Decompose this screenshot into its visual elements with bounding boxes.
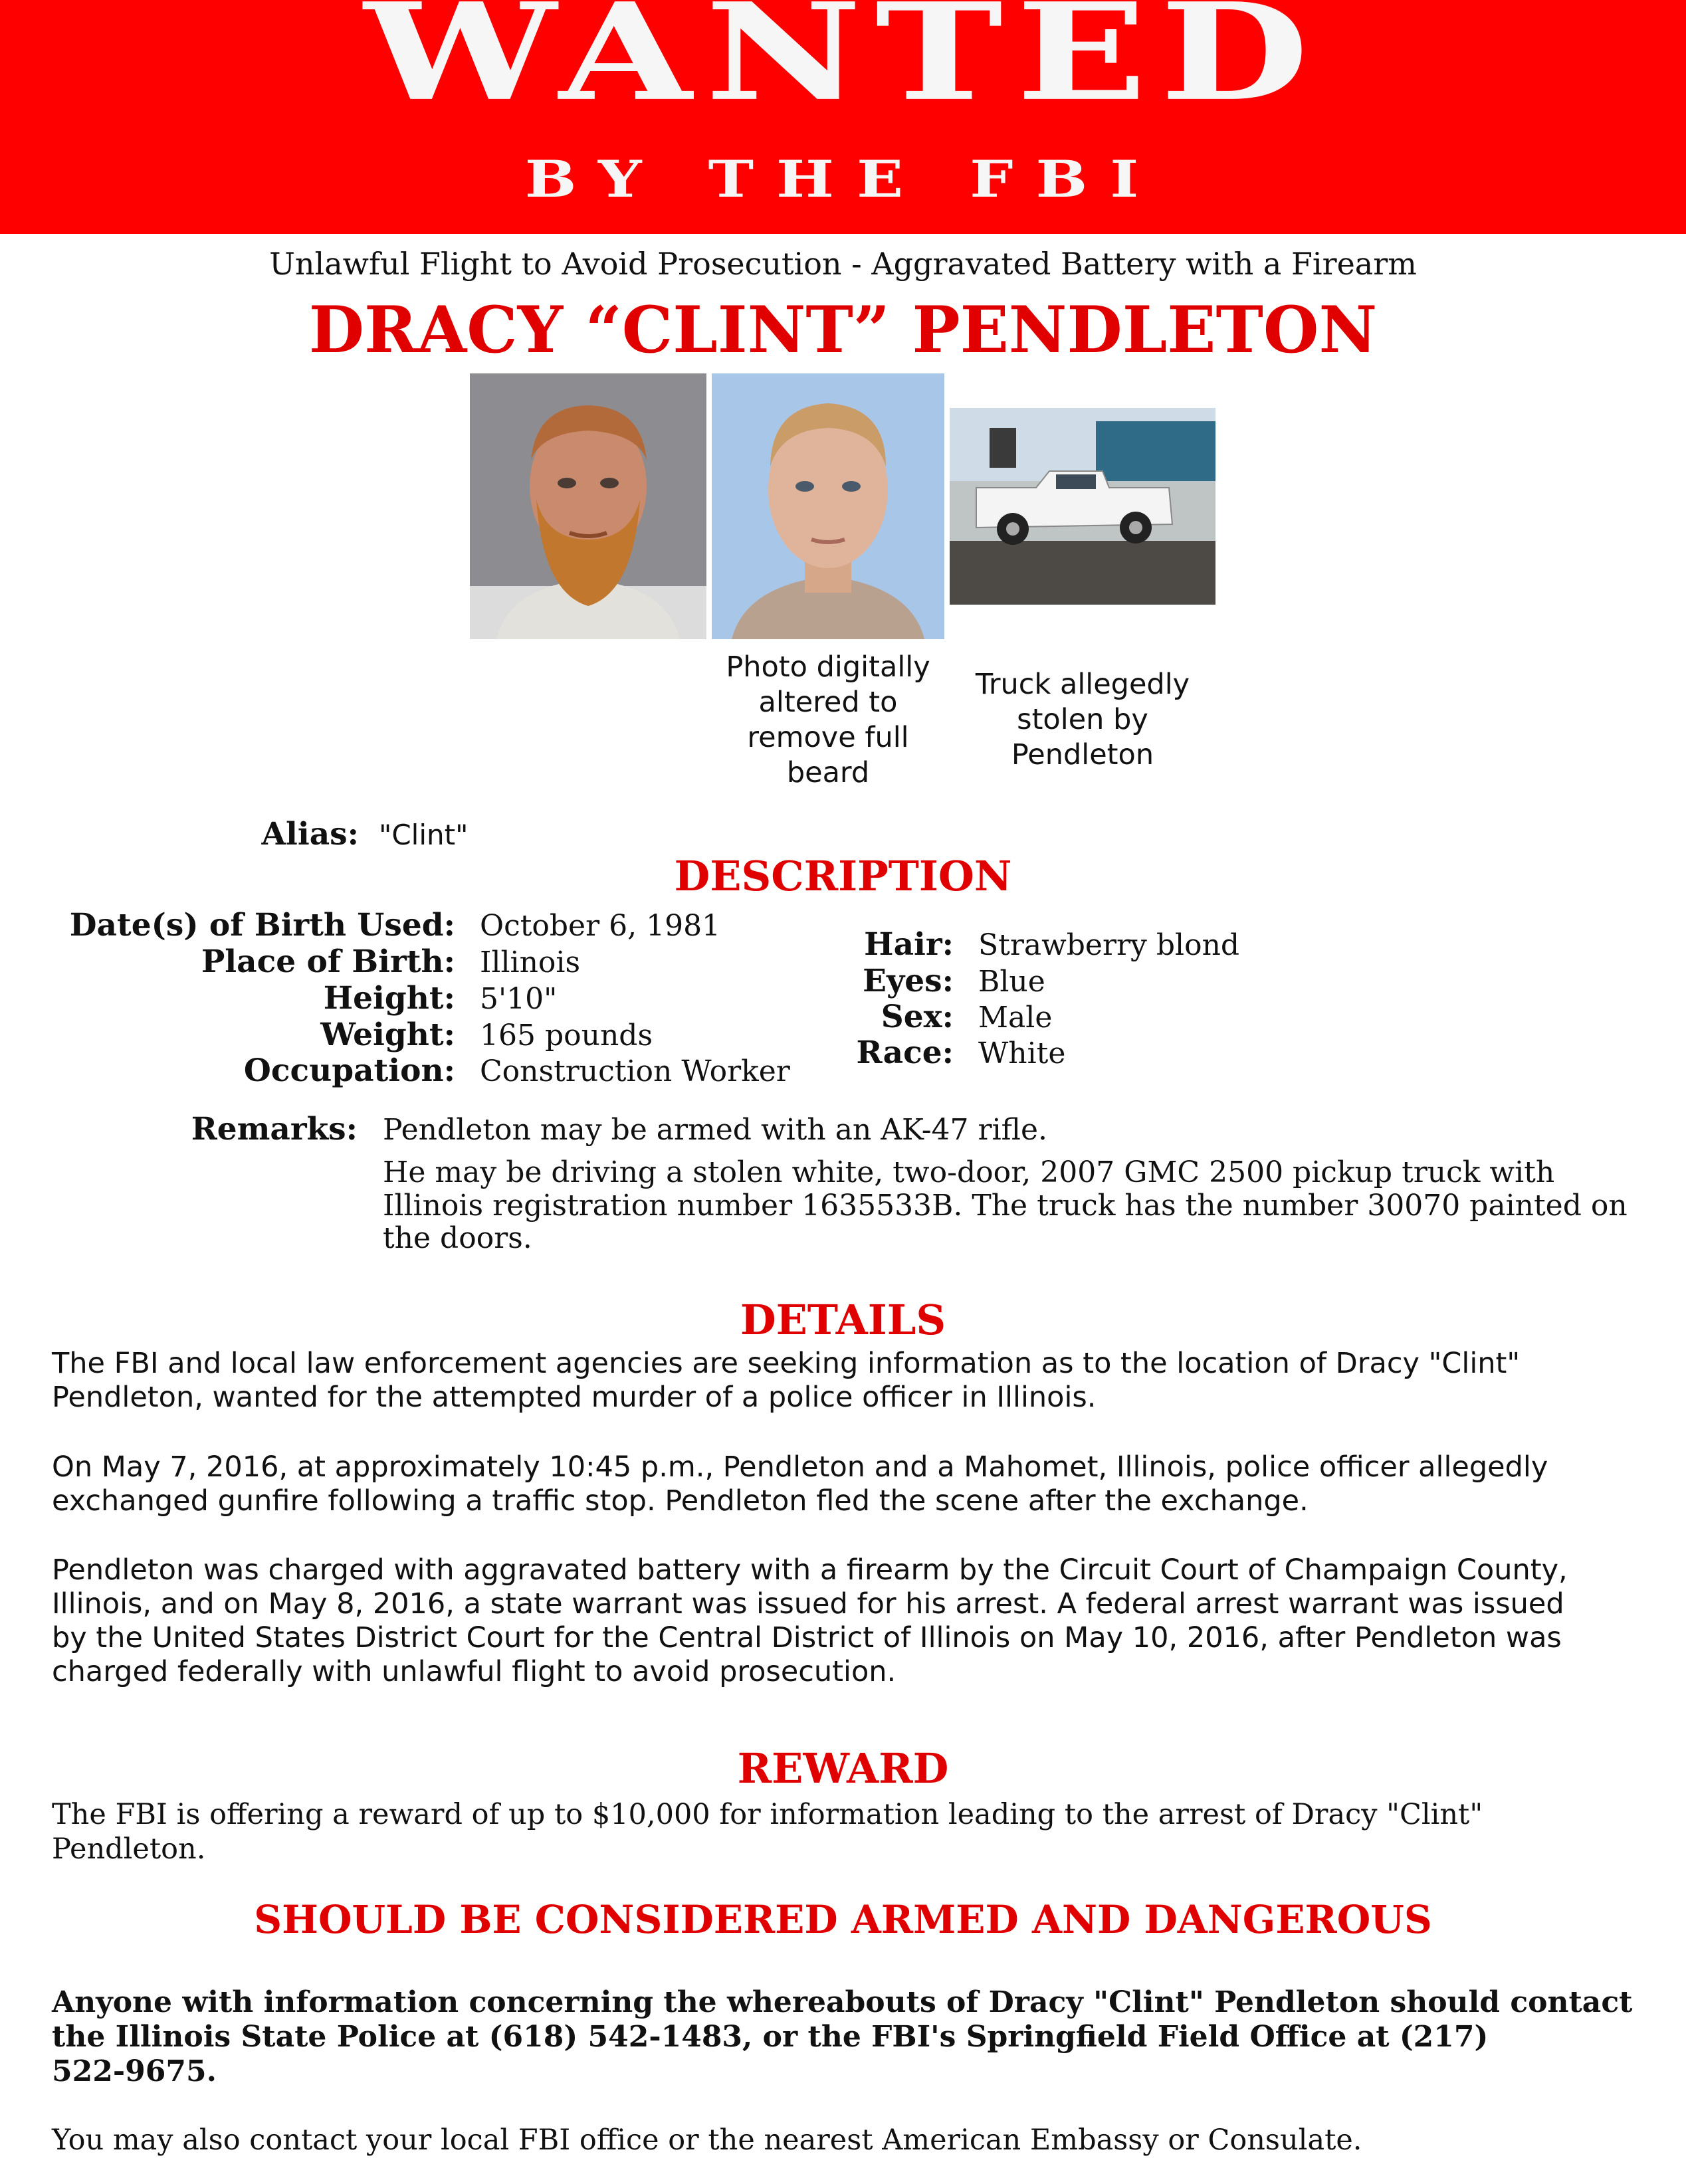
reward-line: Pendleton. — [52, 1833, 206, 1866]
eyes-label: Eyes: — [863, 963, 954, 999]
dob-value: October 6, 1981 — [480, 909, 721, 943]
weight-label: Weight: — [320, 1017, 455, 1053]
alias-value: "Clint" — [379, 819, 469, 851]
details-line: exchanged gunfire following a traffic stop. Pendleton fled the scene after the exchange. — [52, 1484, 1309, 1518]
details-paragraph-2 — [52, 1450, 1647, 1518]
details-line: Illinois, and on May 8, 2016, a state warrant was issued for his arrest. A federal arrest warrant was issued — [52, 1587, 1564, 1621]
birthplace-value: Illinois — [480, 945, 581, 979]
eyes-value: Blue — [978, 965, 1045, 999]
hair-value: Strawberry blond — [978, 928, 1240, 962]
remarks-line: Pendleton may be armed with an AK-47 rifle. — [383, 1113, 1048, 1147]
alias-label: Alias: — [261, 816, 359, 852]
fugitive-name: DRACY “CLINT” PENDLETON — [308, 292, 1378, 367]
reward-paragraph — [52, 1797, 1647, 1866]
caption-line: stolen by — [1017, 703, 1148, 736]
caption-line: altered to — [758, 686, 898, 719]
occupation-label: Occupation: — [243, 1052, 455, 1089]
birthplace-label: Place of Birth: — [201, 943, 455, 980]
caption-line: beard — [786, 756, 870, 789]
contact-line: 522-9675. — [52, 2054, 217, 2088]
charge-subtitle: Unlawful Flight to Avoid Prosecution - Aggravated Battery with a Firearm — [269, 246, 1417, 282]
caption-line: Truck allegedly — [975, 668, 1190, 701]
occupation-value: Construction Worker — [480, 1054, 790, 1088]
details-heading: DETAILS — [740, 1296, 946, 1344]
white-pickup-truck-photo — [950, 408, 1215, 605]
contact-paragraph — [52, 1985, 1647, 2089]
remarks-line: He may be driving a stolen white, two-door, 2007 GMC 2500 pickup truck with — [383, 1155, 1555, 1189]
caption-line: Pendleton — [1011, 738, 1154, 771]
wanted-banner — [0, 0, 1686, 234]
sex-label: Sex: — [881, 999, 954, 1035]
details-line: On May 7, 2016, at approximately 10:45 p.m., Pendleton and a Mahomet, Illinois, police officer allegedly — [52, 1450, 1548, 1484]
footer-note: You may also contact your local FBI office or the nearest American Embassy or Consulate. — [52, 2124, 1362, 2157]
details-line: by the United States District Court for the Central District of Illinois on May 10, 2016, after Pendleton was — [52, 1621, 1562, 1654]
reward-heading: REWARD — [737, 1744, 949, 1793]
remarks-label: Remarks: — [191, 1111, 358, 1147]
banner-subtitle: BY THE FBI — [524, 149, 1162, 209]
caption-line: remove full — [747, 721, 909, 754]
armed-dangerous-warning: SHOULD BE CONSIDERED ARMED AND DANGEROUS — [254, 1897, 1432, 1942]
details-line: charged federally with unlawful flight to avoid prosecution. — [52, 1655, 896, 1688]
reward-line: The FBI is offering a reward of up to $10,000 for information leading to the arrest of Dracy "Clint" — [52, 1798, 1483, 1831]
description-heading: DESCRIPTION — [674, 852, 1012, 900]
hair-label: Hair: — [864, 926, 954, 963]
height-value: 5'10" — [480, 982, 558, 1016]
details-line: Pendleton was charged with aggravated battery with a firearm by the Circuit Court of Champaign County, — [52, 1553, 1568, 1587]
height-label: Height: — [323, 980, 455, 1017]
sex-value: Male — [978, 1001, 1053, 1035]
caption-line: Photo digitally — [726, 650, 930, 684]
details-paragraph-1 — [52, 1347, 1647, 1415]
mugshot-bearded-photo — [470, 373, 706, 639]
details-line: Pendleton, wanted for the attempted murder of a police officer in Illinois. — [52, 1381, 1097, 1414]
banner-title: WANTED — [364, 0, 1322, 131]
altered-photo-caption — [712, 650, 944, 791]
remarks-line: the doors. — [383, 1221, 532, 1255]
remarks-line: Illinois registration number 1635533B. The truck has the number 30070 painted on — [383, 1189, 1628, 1223]
race-value: White — [978, 1037, 1066, 1070]
details-line: The FBI and local law enforcement agencies are seeking information as to the location of Dracy "Clint" — [52, 1347, 1521, 1380]
weight-value: 165 pounds — [480, 1019, 653, 1052]
mugshot-altered-photo — [712, 373, 944, 639]
truck-photo-caption — [950, 667, 1215, 773]
contact-line: the Illinois State Police at (618) 542-1483, or the FBI's Springfield Field Office at (217) — [52, 2020, 1489, 2054]
race-label: Race: — [856, 1035, 954, 1071]
dob-label: Date(s) of Birth Used: — [69, 907, 455, 943]
contact-line: Anyone with information concerning the whereabouts of Dracy "Clint" Pendleton should contact — [52, 1985, 1633, 2019]
details-paragraph-3 — [52, 1553, 1647, 1689]
